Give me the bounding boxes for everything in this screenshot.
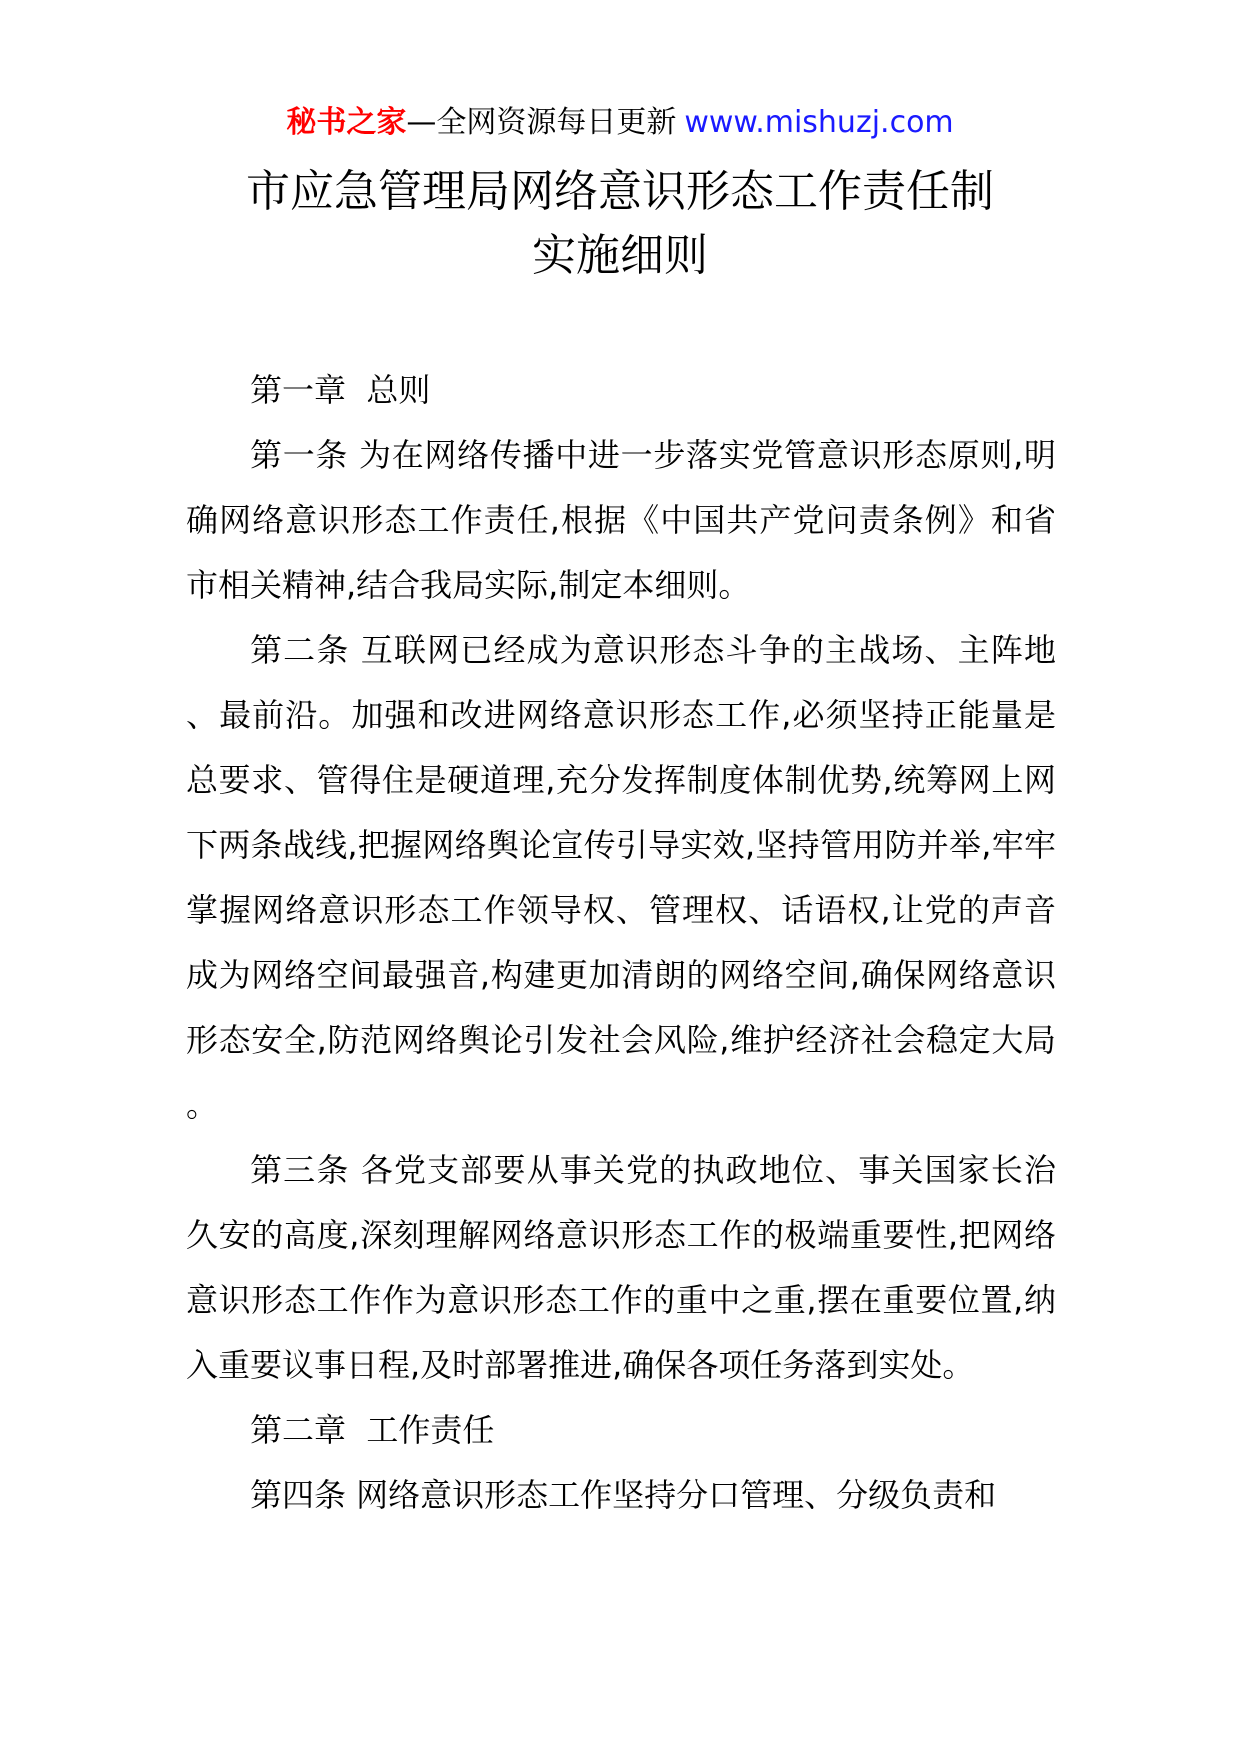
article-2: 第二条 互联网已经成为意识形态斗争的主战场、主阵地、最前沿。加强和改进网络意识形态工作,必须坚持正能量是总要求、管得住是硬道理,充分发挥制度体制优势,统筹网上网下两条战线,把握网络舆论宣传引导实效,坚持管用防并举,牢牢掌握网络意识形态工作领导权、管理权、话语权,让党的声音成为网络空间最强音,构建更加清朗的网络空间,确保网络意识形态安全,防范网络舆论引发社会风险,维护经济社会稳定大局。 [186, 631, 1056, 1124]
title-line-2: 实施细则 [532, 230, 708, 281]
chapter-heading-2: 第二章 工作责任 [250, 1411, 495, 1449]
header-tagline: —全网资源每日更新 [406, 105, 677, 140]
chapter-heading-1: 第一章 总则 [250, 371, 431, 409]
article-4: 第四条 网络意识形态工作坚持分口管理、分级负责和 [250, 1476, 997, 1514]
article-3: 第三条 各党支部要从事关党的执政地位、事关国家长治久安的高度,深刻理解网络意识形态工作的极端重要性,把网络意识形态工作作为意识形态工作的重中之重,摆在重要位置,纳入重要议事日程,及时部署推进,确保各项任务落到实处。 [186, 1151, 1056, 1384]
title-line-1: 市应急管理局网络意识形态工作责任制 [246, 166, 994, 217]
document-body [186, 358, 1056, 1528]
document-title [100, 160, 1140, 288]
site-url-link[interactable]: www.mishuzj.com [684, 105, 954, 140]
site-header [0, 100, 1240, 146]
article-1: 第一条 为在网络传播中进一步落实党管意识形态原则,明确网络意识形态工作责任,根据《中国共产党问责条例》和省市相关精神,结合我局实际,制定本细则。 [186, 436, 1056, 604]
brand-name: 秘书之家 [286, 105, 407, 140]
